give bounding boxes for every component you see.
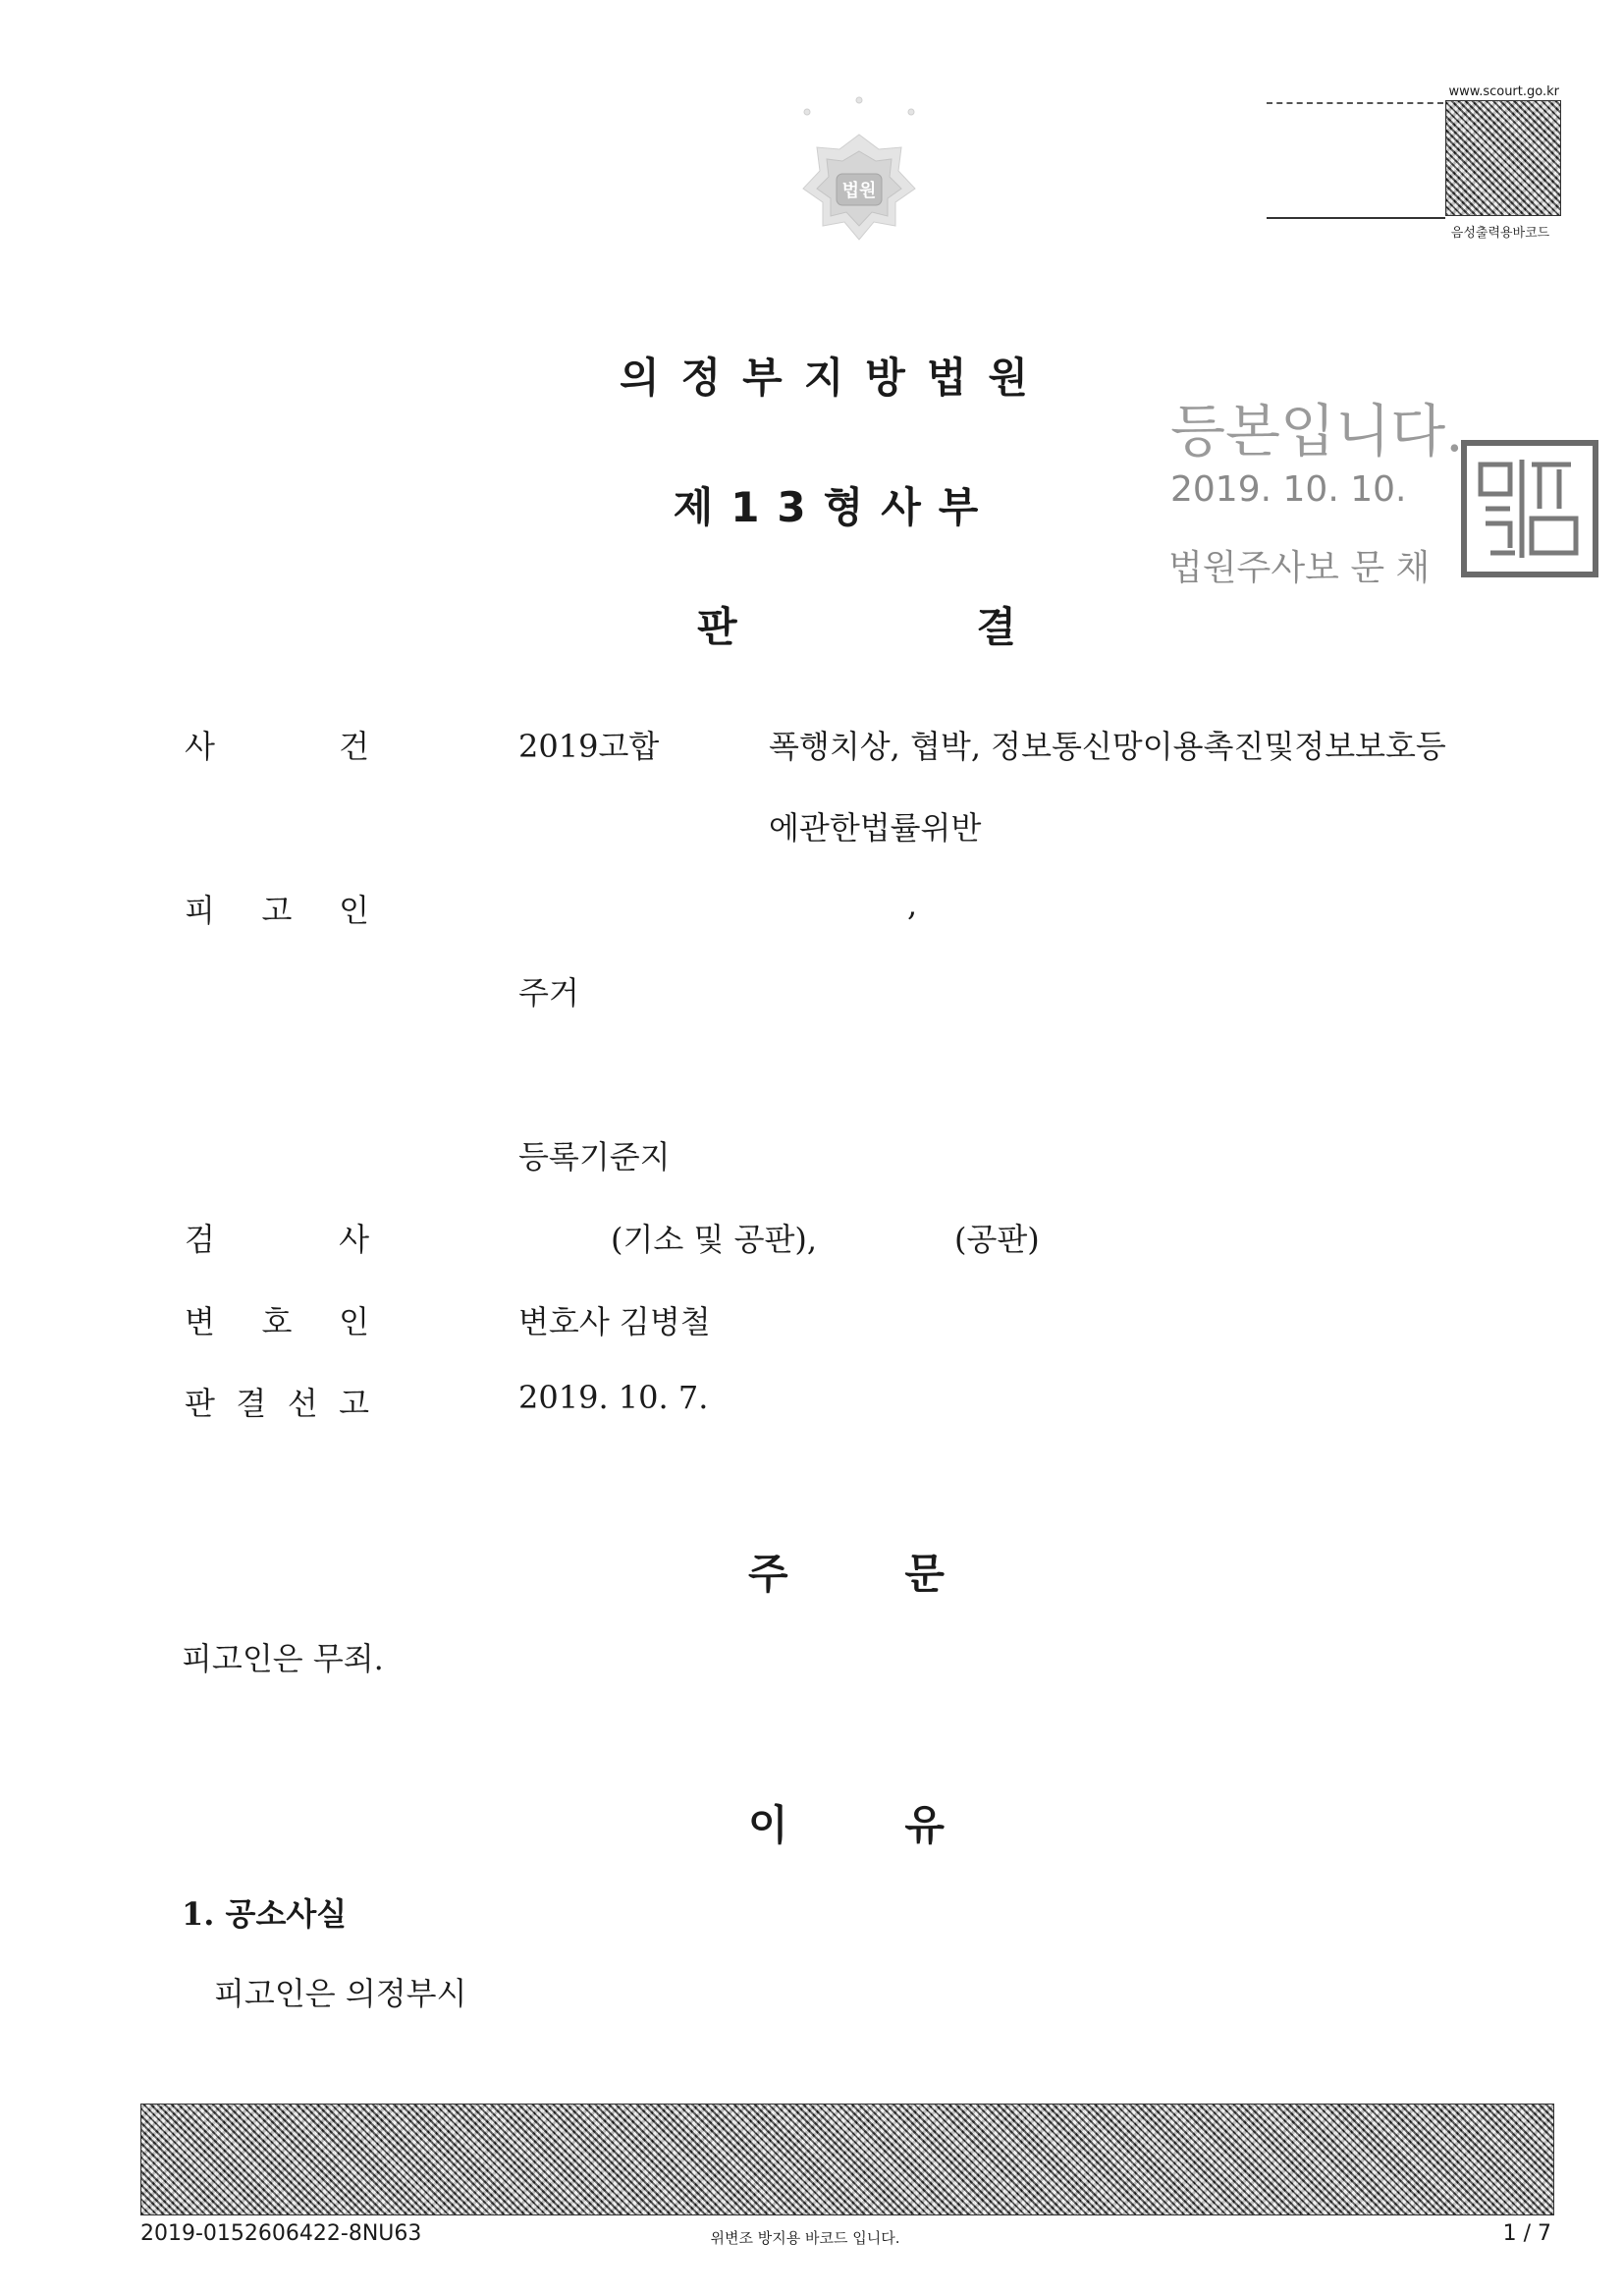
residence-label: 주거 [518, 974, 579, 1011]
reasons-heading-char: 유 [904, 1801, 945, 1849]
verdict-date-label-char: 선 [287, 1385, 318, 1422]
ruling-heading-char: 주 [748, 1550, 788, 1598]
ruling-heading-char: 문 [904, 1550, 945, 1598]
charges-line-1: 폭행치상, 협박, 정보통신망이용촉진및정보보호등 [769, 728, 1446, 765]
certifying-clerk: 법원주사보 문 채 [1168, 548, 1431, 588]
reasons-heading [748, 1793, 945, 1852]
defendant-label [185, 886, 369, 931]
court-official-seal [1461, 440, 1598, 577]
counsel-label-char: 호 [261, 1303, 293, 1340]
prosecutor-label-char: 사 [339, 1221, 369, 1258]
counsel-label [185, 1297, 369, 1342]
verdict-date-label-char: 고 [339, 1385, 369, 1422]
verdict-date-label [185, 1379, 369, 1424]
court-name: 의정부지방법원 [619, 354, 1050, 402]
url-text: www.scourt.go.kr [1448, 84, 1559, 99]
top-rule-lower [1267, 217, 1445, 219]
doc-type-char: 판 [697, 603, 737, 651]
page-number: 1 / 7 [1502, 2221, 1551, 2246]
document-id: 2019-0152606422-8NU63 [140, 2221, 422, 2246]
section-1-text: 피고인은 의정부시 [214, 1975, 467, 2012]
charges-line-2: 에관한법률위반 [769, 809, 982, 847]
defendant-name-comma: , [907, 886, 918, 923]
ruling-text: 피고인은 무죄. [182, 1640, 384, 1677]
counsel-label-char: 인 [339, 1303, 369, 1340]
prosecutor-label-char: 검 [185, 1221, 215, 1258]
case-label-char: 사 [185, 728, 215, 765]
case-number: 2019고합 [518, 728, 660, 765]
prosecutor-role-1: (기소 및 공판), [611, 1221, 818, 1258]
defendant-label-char: 인 [339, 892, 369, 929]
doc-type-title [697, 595, 1016, 654]
court-seal-label: 법원 [841, 181, 877, 201]
prosecutor-role-2: (공판) [954, 1221, 1040, 1258]
ruling-heading [748, 1542, 945, 1601]
case-label-char: 건 [339, 728, 369, 765]
division-name: 제13형사부 [673, 483, 997, 531]
barcode-note: 위변조 방지용 바코드 입니다. [710, 2229, 900, 2247]
certified-copy-text: 등본입니다. [1170, 398, 1464, 465]
defendant-label-char: 피 [185, 892, 215, 929]
audio-barcode [1445, 100, 1561, 216]
reasons-heading-char: 이 [748, 1801, 788, 1849]
defendant-label-char: 고 [261, 892, 293, 929]
anti-forgery-barcode [140, 2104, 1554, 2215]
counsel-name: 변호사 김병철 [518, 1303, 711, 1340]
section-1-title: 1. 공소사실 [182, 1895, 348, 1933]
verdict-date-label-char: 결 [236, 1385, 267, 1422]
registration-label: 등록기준지 [518, 1138, 671, 1175]
case-label [185, 722, 369, 767]
verdict-date: 2019. 10. 7. [518, 1379, 709, 1416]
prosecutor-label [185, 1215, 369, 1260]
top-rule-upper [1267, 102, 1443, 104]
court-emblem [785, 90, 933, 277]
verdict-date-label-char: 판 [185, 1385, 215, 1422]
certified-date: 2019. 10. 10. [1170, 469, 1407, 510]
audio-barcode-caption: 음성출력용바코드 [1450, 226, 1550, 241]
counsel-label-char: 변 [185, 1303, 215, 1340]
doc-type-char: 결 [976, 603, 1016, 651]
